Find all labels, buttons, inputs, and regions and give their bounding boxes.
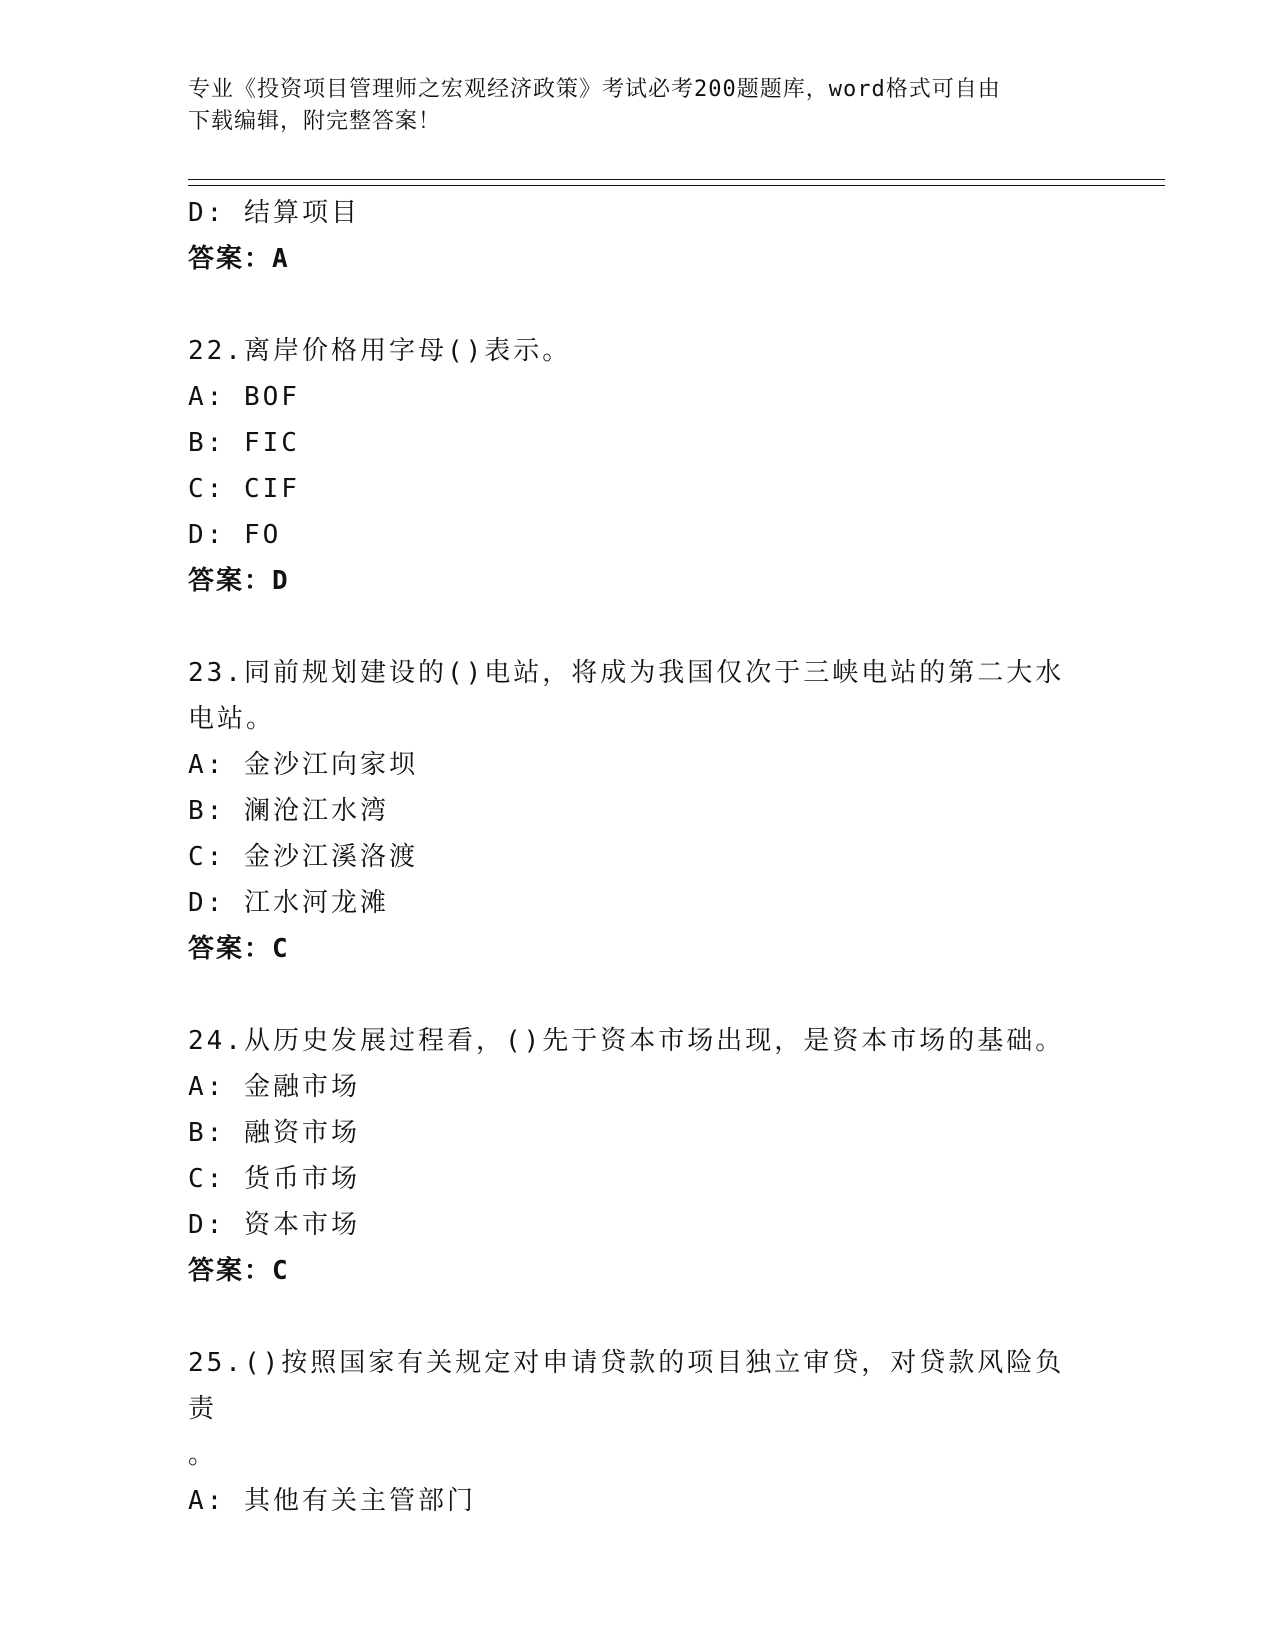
option-d: D: FO [188, 520, 282, 550]
header-line-1: 专业《投资项目管理师之宏观经济政策》考试必考200题题库，word格式可自由 [188, 77, 1001, 102]
prev-answer: 答案：A [188, 244, 290, 274]
option-c: C: 货币市场 [188, 1164, 360, 1194]
question-stem: 24.从历史发展过程看，()先于资本市场出现，是资本市场的基础。 [188, 1026, 1065, 1056]
option-b: B: 澜沧江水湾 [188, 796, 389, 826]
question-22 [188, 328, 1078, 604]
option-d: D: 资本市场 [188, 1210, 360, 1240]
option-a: A: BOF [188, 382, 300, 412]
header-rule-bottom [188, 185, 1165, 186]
option-d: D: 江水河龙滩 [188, 888, 389, 918]
option-b: B: FIC [188, 428, 300, 458]
option-c: C: CIF [188, 474, 300, 504]
header-rule-top [188, 179, 1165, 180]
header-line-2: 下载编辑，附完整答案！ [188, 109, 442, 134]
option-c: C: 金沙江溪洛渡 [188, 842, 418, 872]
question-stem: 22.离岸价格用字母()表示。 [188, 336, 572, 366]
document-header [188, 74, 1088, 138]
option-a: A: 金融市场 [188, 1072, 360, 1102]
answer: 答案：C [188, 934, 290, 964]
option-b: B: 融资市场 [188, 1118, 360, 1148]
question-24 [188, 1018, 1078, 1294]
answer: 答案：C [188, 1256, 290, 1286]
option-a: A: 其他有关主管部门 [188, 1486, 476, 1516]
prev-option-d: D: 结算项目 [188, 198, 360, 228]
question-stem: 23.同前规划建设的()电站，将成为我国仅次于三峡电站的第二大水电站。 [188, 658, 1065, 734]
answer: 答案：D [188, 566, 290, 596]
question-25 [188, 1340, 1078, 1524]
option-a: A: 金沙江向家坝 [188, 750, 418, 780]
question-23 [188, 650, 1078, 972]
question-stem-line-1: 25.()按照国家有关规定对申请贷款的项目独立审贷，对贷款风险负责 [188, 1348, 1065, 1424]
question-stem-line-2: 。 [188, 1440, 218, 1470]
question-list [188, 190, 1078, 1524]
